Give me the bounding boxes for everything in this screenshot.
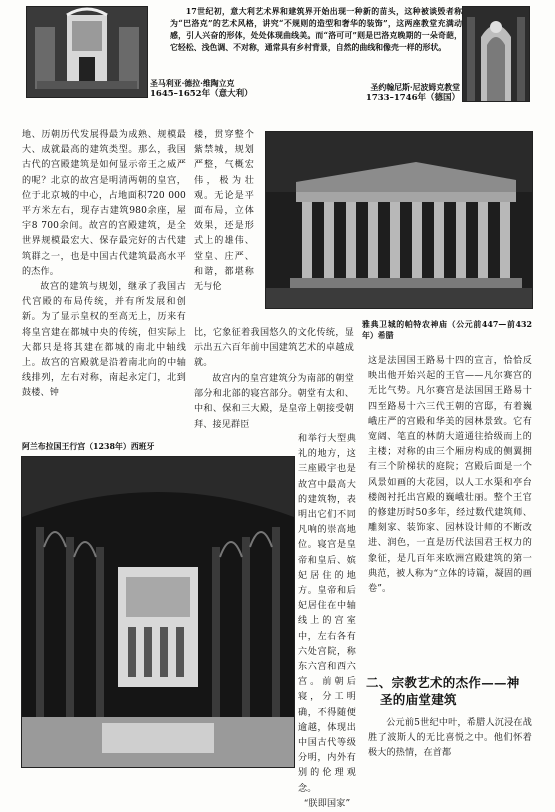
parthenon-image — [266, 132, 532, 308]
rococo-interior-image — [463, 7, 529, 101]
column-2-para2 — [194, 372, 354, 433]
parthenon-caption: 雅典卫城的帕特农神庙（公元前447—前432年）希腊 — [362, 320, 532, 340]
parthenon-photo — [265, 131, 533, 309]
column-2-narrow-2 — [298, 432, 356, 812]
section-body — [368, 716, 532, 762]
left-church-name: 圣马利亚·德拉·维陶立克 — [150, 79, 235, 88]
left-church-date: 1645–1652年（意大利） — [150, 89, 253, 99]
baroque-interior-photo — [26, 6, 148, 98]
top-intro-text: 17世纪初，意大利艺术界和建筑界开始出现一种新的苗头，这种被谈毁者称为“巴洛克”的艺术风格，讲究“不规则的造型和奢华的装饰”，这两座教堂充满动感，引人兴奋的形体，处处体现曲线美。而“洛可可”则是巴洛克晚期的一朵奇葩，它轻松、浅色调、不对称，通常具有乡村背景，自然的曲线和像壳一样的形状。 — [170, 7, 462, 52]
left-church-caption — [150, 78, 280, 100]
column-1 — [22, 128, 186, 402]
baroque-interior-image — [27, 7, 147, 97]
column-3: 这是法国国王路易十四的宣言，恰恰反映出他开始兴起的王官——凡尔赛宫的无比气势。凡尔赛宫是法国国王路易十四至路易十六三代王朝的宫邸，有着巍峨庄严的宫殿和华美的园林景致。它有宽阔、笔直的林荫大道通往拾级而上的主楼；对称的由三个厢房构成的侧翼拥有三个阶梯状的庭院；宫殿后面是一个风景如画的大花园，以人工水渠和亭台楼阁衬托出宫殿的巍峨壮丽。整个王官的修建历时50多年，经过数代建筑师、雕刻家、装饰家、园林设计师的不断改进、润色，一直是历代法国君王权力的象征，是几百年来欧洲宫殿建筑的第一典范，被人称为“立体的诗篇，凝固的画卷”。 — [368, 356, 532, 595]
col2-last-line: “朕即国家” — [303, 798, 351, 809]
section-heading-line-1: 二、宗教艺术的杰作——神 — [366, 675, 520, 690]
alhambra-image — [22, 457, 294, 767]
col2-paragraph-2-lead: 故宫内的皇宫建筑分为南部的朝堂部分和北部的寝宫部分。朝堂有太和、中和、保和三大殿，是皇帝上朝接受朝拜、接见群臣 — [194, 374, 354, 430]
rococo-interior-photo — [462, 6, 530, 102]
section-heading-line-2: 圣的庙堂建筑 — [380, 692, 457, 707]
section-heading — [366, 674, 536, 708]
column-2-narrow: 楼，贯穿整个紫禁城，规划严整，气概宏伟，极为壮观。无论是平面布局，立体效果，还是形式上的雄伟、堂皇、庄严、和谐，都堪称无与伦 — [194, 130, 254, 293]
section-paragraph: 公元前5世纪中叶，希腊人沉浸在战胜了波斯人的无比喜悦之中。他们怀着极大的热情，在首都 — [368, 718, 532, 759]
col1-paragraph-2: 故宫的建筑与规划，继承了我国古代宫殿的布局传统，并有所发展和创新。为了显示皇权的至高无上，历来有将皇宫建在都城中央的传统，但实际上大都只是将其建在都城的南北中轴线上。故宫的宫殿就是沿着南北向的中轴线排列，左右对称，南起永定门，北到鼓楼、钟 — [22, 282, 186, 399]
right-church-caption — [346, 82, 460, 104]
right-church-name: 圣约翰尼斯·尼波姆克教堂 — [370, 83, 460, 92]
column-2-full: 比，它象征着我国悠久的文化传统，显示出五六百年前中国建筑艺术的卓越成就。 — [194, 328, 354, 369]
col1-paragraph-1: 地、历朝历代发展得最为成熟、规模最大、成就最高的建筑类型。那么，我国古代的宫殿建筑是如何显示帝王之威严的呢？北京的故宫是明清两朝的皇宫，位于北京城的中心，占地面积720 000平方米左右，现存古建筑980余座，屋宇8 700余间。故宫的宫殿建筑，是全世界规模最宏大、保存最完好的古代建筑群之一，也是中国古代建筑最高水平的杰作。 — [22, 130, 186, 277]
alhambra-caption: 阿兰布拉国王行宫（1238年）西班牙 — [22, 442, 155, 451]
right-church-date: 1733–1746年（德国） — [365, 93, 460, 103]
alhambra-photo — [21, 456, 295, 768]
col2-paragraph-2-cont: 和举行大型典礼的地方，这三座殿宇也是故宫中最高大的建筑物，表明出它们不同凡响的崇高地位。寝宫是皇帝和皇后、嫔妃居住的地方。皇帝和后妃居住在中轴线上的宫室中，左右各有六处宫院，称东六宫和西六宫。前朝后寝，分工明确，不得随便逾越，体现出中国古代等级分明，内外有别的伦理观念。 — [298, 434, 356, 794]
